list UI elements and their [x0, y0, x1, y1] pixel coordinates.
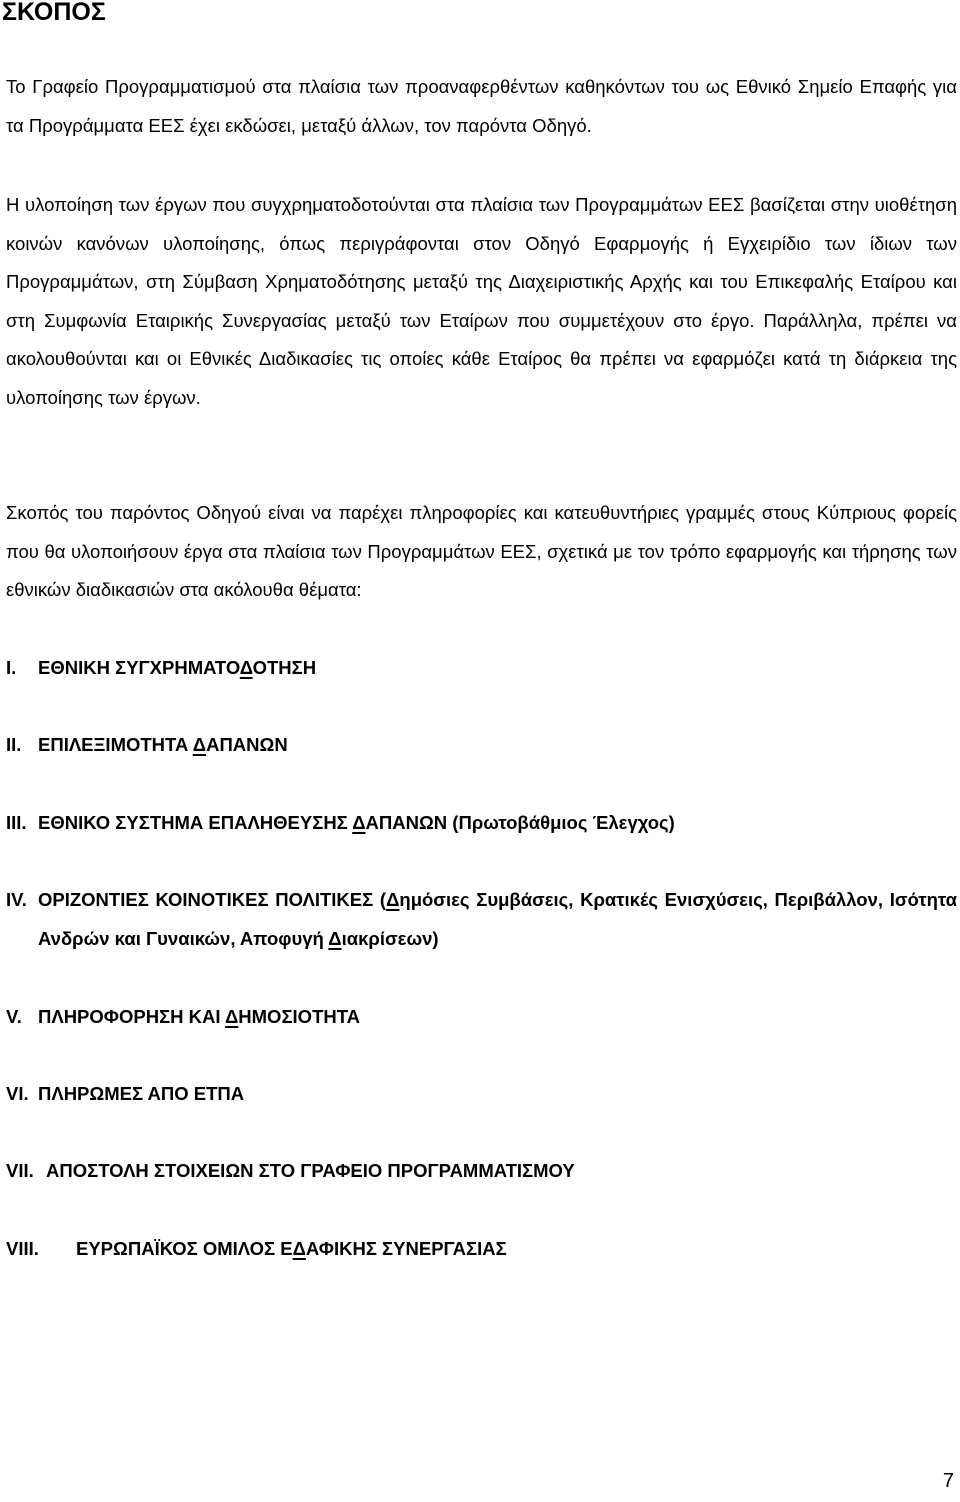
- topic-title: ΠΛΗΡΟΦΟΡΗΣΗ ΚΑΙ ΔΗΜΟΣΙΟΤΗΤΑ: [38, 1006, 361, 1027]
- topic-number: V.: [6, 1006, 22, 1027]
- topic-item: [6, 803, 957, 842]
- topic-item: [6, 880, 957, 958]
- topic-number: VI.: [6, 1083, 29, 1104]
- topic-number: III.: [6, 812, 27, 833]
- topic-item: [6, 1229, 957, 1268]
- topic-number: VII.: [6, 1160, 34, 1181]
- topic-item: [6, 1074, 957, 1113]
- topic-title: ΟΡΙΖΟΝΤΙΕΣ ΚΟΙΝΟΤΙΚΕΣ ΠΟΛΙΤΙΚΕΣ (Δημόσιες Συμβάσεις, Κρατικές Ενισχύσεις, Περιβάλλον, Ισότητα Ανδρών και Γυναικών, Αποφυγή Διακρίσεων): [38, 889, 957, 949]
- page-title: ΣΚΟΠΟΣ: [2, 0, 106, 26]
- topic-number: IV.: [6, 889, 27, 910]
- topic-title: ΑΠΟΣΤΟΛΗ ΣΤΟΙΧΕΙΩΝ ΣΤΟ ΓΡΑΦΕΙΟ ΠΡΟΓΡΑΜΜΑΤΙΣΜΟΥ: [46, 1160, 575, 1181]
- topic-title: ΠΛΗΡΩΜΕΣ ΑΠΟ ΕΤΠΑ: [38, 1083, 245, 1104]
- topic-number: II.: [6, 734, 22, 755]
- topic-number: VIII.: [6, 1238, 39, 1259]
- topic-item: [6, 725, 957, 764]
- topic-item: [6, 648, 957, 687]
- topic-title: ΕΘΝΙΚΗ ΣΥΓΧΡΗΜΑΤΟΔΟΤΗΣΗ: [38, 657, 317, 678]
- topic-title: ΕΥΡΩΠΑΪΚΟΣ ΟΜΙΛΟΣ ΕΔΑΦΙΚΗΣ ΣΥΝΕΡΓΑΣΙΑΣ: [76, 1238, 507, 1259]
- topic-item: [6, 1151, 957, 1190]
- purpose-paragraph: Σκοπός του παρόντος Οδηγού είναι να παρέχει πληροφορίες και κατευθυντήριες γραμμές στους Κύπριους φορείς που θα υλοποιήσουν έργα στα πλαίσια των Προγραμμάτων ΕΕΣ, σχετικά με τον τρόπο εφαρμογής και τήρησης των εθνικών διαδικασιών στα ακόλουθα θέματα:: [6, 502, 957, 601]
- topic-title: ΕΠΙΛΕΞΙΜΟΤΗΤΑ ΔΑΠΑΝΩΝ: [38, 734, 288, 755]
- page-number: 7: [942, 1470, 954, 1492]
- topic-item: [6, 997, 957, 1036]
- topic-number: I.: [6, 657, 17, 678]
- intro-paragraph: Το Γραφείο Προγραμματισμού στα πλαίσια των προαναφερθέντων καθηκόντων του ως Εθνικό Σημείο Επαφής για τα Προγράμματα ΕΕΣ έχει εκδώσει, μεταξύ άλλων, τον παρόντα Οδηγό.: [6, 76, 957, 136]
- implementation-paragraph: Η υλοποίηση των έργων που συγχρηματοδοτούνται στα πλαίσια των Προγραμμάτων ΕΕΣ βασίζεται στην υιοθέτηση κοινών κανόνων υλοποίησης, όπως περιγράφονται στον Οδηγό Εφαρμογής ή Εγχειρίδιο των ίδιων των Προγραμμάτων, στη Σύμβαση Χρηματοδότησης μεταξύ της Διαχειριστικής Αρχής και του Επικεφαλής Εταίρου και στη Συμφωνία Εταιρικής Συνεργασίας μεταξύ των Εταίρων που συμμετέχουν στο έργο. Παράλληλα, πρέπει να ακολουθούνται και οι Εθνικές Διαδικασίες τις οποίες κάθε Εταίρος θα πρέπει να εφαρμόζει κατά τη διάρκεια της υλοποίησης των έργων.: [6, 194, 957, 408]
- topic-title: ΕΘΝΙΚΟ ΣΥΣΤΗΜΑ ΕΠΑΛΗΘΕΥΣΗΣ ΔΑΠΑΝΩΝ (Πρωτοβάθμιος Έλεγχος): [38, 812, 675, 833]
